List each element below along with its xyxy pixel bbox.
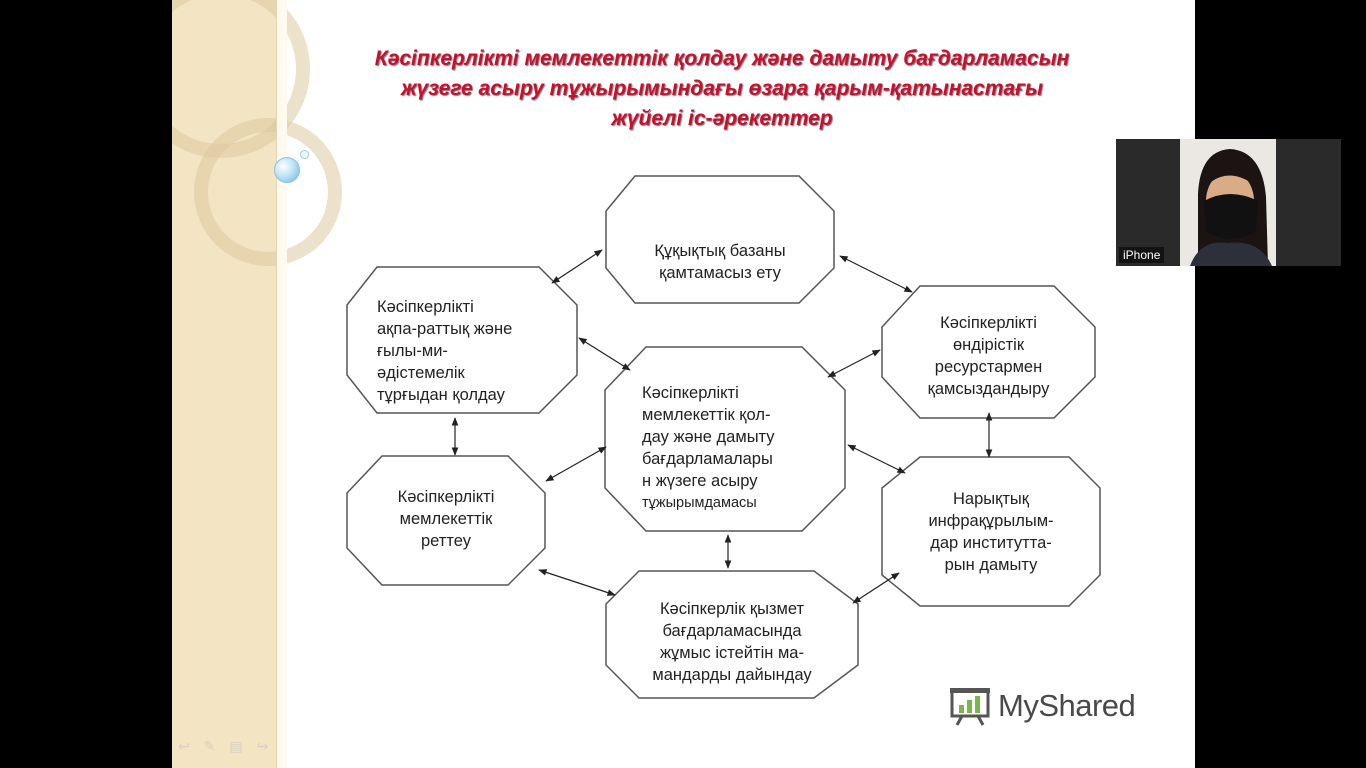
node-text-line: Кәсіпкерлікті (397, 488, 495, 506)
node-text-line: өндірістік (952, 336, 1025, 354)
node-text-line: мемлекеттік қол- (642, 406, 771, 424)
node-training-label (606, 598, 858, 686)
node-text-line: Құқықтық базаны (654, 242, 786, 260)
node-text-line: Кәсіпкерлікті (642, 384, 739, 402)
prev-slide-icon[interactable]: ↩ (178, 738, 190, 754)
arrow-info-legal (552, 250, 602, 283)
node-text-line: ресурстармен (934, 358, 1043, 376)
node-text-line: қамтамасыз ету (659, 264, 781, 282)
next-slide-icon[interactable]: ↪ (256, 738, 269, 754)
logo-text: MyShared (998, 688, 1136, 723)
arrow-center-market (848, 445, 905, 473)
node-text-line: қамсыздандыру (927, 380, 1050, 398)
node-text-line: ғылы-ми- (377, 342, 448, 360)
video-thumbnail[interactable] (1116, 139, 1341, 266)
node-text-line: ақпа-раттық және (377, 320, 513, 338)
node-info-label (377, 296, 512, 406)
node-text-line: мемлекеттік (399, 510, 493, 528)
node-resources-label (882, 312, 1095, 400)
participant-video (1180, 139, 1276, 266)
node-text-line: Кәсіпкерлікті (940, 314, 1037, 332)
title-line: Кәсіпкерлікті мемлекеттік қолдау және дамыту бағдарламасын (374, 47, 1070, 70)
node-text-line: Кәсіпкерлікті (377, 298, 474, 316)
node-text-line: бағдарламалары (642, 450, 773, 468)
title-line: жүйелі іс-әрекеттер (611, 107, 833, 130)
arrow-info-center (579, 338, 630, 370)
presentation-board-icon (948, 686, 992, 726)
node-text-line: рын дамыту (944, 556, 1038, 574)
node-text-line: мандарды дайындау (652, 666, 812, 684)
arrow-regulation-training (539, 570, 615, 595)
menu-icon[interactable]: ▤ (229, 738, 243, 754)
node-text-line: жұмыс істейтін ма- (660, 644, 804, 662)
node-text-line: н жүзеге асыру (642, 472, 758, 490)
node-center-label (642, 382, 775, 514)
node-text-line: тұрғыдан қолдау (377, 386, 505, 404)
node-text-line: Кәсіпкерлік қызмет (659, 600, 805, 618)
node-text-line: дау және дамыту (642, 428, 775, 446)
arrow-market-training (853, 573, 899, 603)
participant-person-icon (1180, 139, 1276, 266)
node-market-label (882, 488, 1100, 576)
node-text-line: реттеу (421, 532, 471, 550)
node-text-line: дар институтта- (930, 534, 1052, 552)
node-text-line: Нарықтық (953, 490, 1029, 508)
slide-nav-controls[interactable] (178, 738, 268, 755)
node-text-line: әдістемелік (377, 364, 465, 382)
myshared-logo (948, 686, 1135, 726)
arrow-legal-resources (840, 256, 912, 292)
arrow-resources-center (828, 350, 880, 377)
title-line: жүзеге асыру тұжырымындағы өзара қарым-қатынастағы (401, 77, 1043, 100)
node-text-line: бағдарламасында (662, 622, 802, 640)
participant-name-label: iPhone (1119, 247, 1164, 263)
arrow-center-regulation (546, 447, 606, 481)
presentation-slide (172, 0, 1195, 768)
node-text-line: тұжырымдамасы (642, 495, 757, 511)
node-text-line: инфрақұрылым- (928, 512, 1054, 530)
node-legal-label (606, 240, 834, 284)
pen-icon[interactable]: ✎ (203, 738, 216, 754)
node-regulation-label (347, 486, 545, 552)
